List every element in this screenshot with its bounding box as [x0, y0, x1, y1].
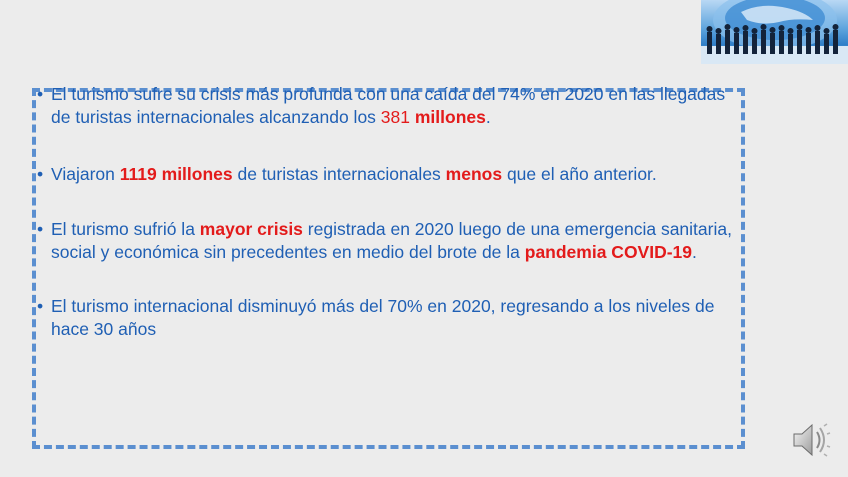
- bullet-4-text: El turismo internacional disminuyó más del 70% en 2020, regresando a los niveles de hace 30 años: [51, 296, 715, 339]
- speaker-icon[interactable]: [791, 420, 831, 460]
- bullet-list: [37, 78, 737, 341]
- bullet-1-text: El turismo sufre su crisis más profunda con una caída del 74% en 2020 en las llegadas de turistas internacionales alcanzando los: [51, 84, 726, 127]
- bullet-2-highlight-a: 1119 millones: [119, 164, 233, 184]
- bullet-3-text-a: El turismo sufrió la: [51, 219, 200, 239]
- bullet-1-number: 381: [380, 107, 410, 127]
- bullet-3-highlight-b: pandemia COVID-19: [524, 242, 693, 262]
- bullet-2-text-c: que el año anterior.: [502, 164, 657, 184]
- bullet-2-highlight-b: menos: [445, 164, 503, 184]
- bullet-3-text-c: .: [692, 242, 697, 262]
- bullet-item-2: [37, 163, 737, 186]
- bullet-1-unit: millones: [414, 107, 486, 127]
- bullet-item-3: [37, 218, 737, 264]
- bullet-item-1: [37, 83, 737, 129]
- bullet-3-text-b: registrada en 2020 luego de una emergencia sanitaria, social y económica sin precedentes en medio del brote de la: [51, 219, 732, 262]
- bullet-3-highlight-a: mayor crisis: [199, 219, 303, 239]
- bullet-1-period: .: [485, 107, 491, 127]
- bullet-2-text-b: de turistas internacionales: [232, 164, 446, 184]
- globe-business-people-image: [701, 0, 848, 64]
- bullet-2-text-a: Viajaron: [51, 164, 120, 184]
- bullet-item-4: [37, 295, 737, 341]
